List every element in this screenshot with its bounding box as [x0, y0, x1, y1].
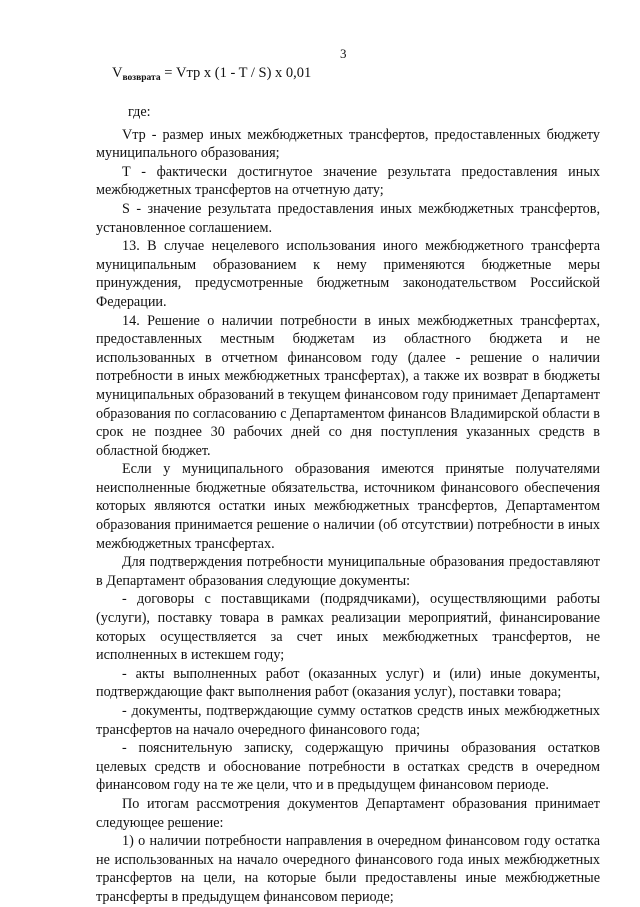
return-volume-formula [112, 64, 311, 88]
paragraph-13: 13. В случае нецелевого использования иного межбюджетного трансферта муниципальным образованием к нему применяются бюджетные меры принуждения, предусмотренные бюджетным законодательством Российской Федерации. [96, 238, 600, 310]
paragraph-t-definition: Т - фактически достигнутое значение результата предоставления иных межбюджетных трансфертов на отчетную дату; [96, 163, 600, 199]
paragraph-decision-intro: По итогам рассмотрения документов Департамент образования принимает следующее решение: [96, 795, 600, 831]
paragraph-s-definition: S - значение результата предоставления иных межбюджетных трансфертов, установленное соглашением. [96, 200, 600, 236]
paragraph-where: где: [128, 104, 151, 120]
paragraph-documents-intro: Для подтверждения потребности муниципальные образования предоставляют в Департамент образования следующие документы: [96, 554, 600, 589]
list-item-acts: - акты выполненных работ (оказанных услуг) и (или) иные документы, подтверждающие факт выполнения работ (оказания услуг), поставки товара; [96, 665, 600, 701]
list-item-explanatory-note: - пояснительную записку, содержащую причины образования остатков целевых средств и обоснование потребности в остатках средств в очередном финансовом году на те же цели, что и в предыдущем финансовом периоде. [96, 740, 600, 794]
paragraph-vtr-definition: Vтр - размер иных межбюджетных трансфертов, предоставленных бюджету муниципального образования; [96, 126, 600, 162]
list-item-contracts: - договоры с поставщиками (подрядчиками), осуществляющими работы (услуги), поставку товара в рамках реализации мероприятий, финансирование которых осуществляется за счет иных межбюджетных трансфертов, не исполненных в истекшем году; [96, 591, 600, 664]
formula-expression: = Vтр x (1 - T / S) x 0,01 [160, 65, 312, 81]
page-number: 3 [340, 46, 347, 61]
paragraph-14: 14. Решение о наличии потребности в иных межбюджетных трансфертах, предоставленных местным бюджетам из областного бюджета и не использованных в отчетном финансовом году (далее - решение о наличии потребности в иных межбюджетных трансфертах), а также их возврат в бюджеты муниципальных образований в текущем финансовом году принимает Департамент образования по согласованию с Департаментом финансов Владимирской области в срок не позднее 30 рабочих дней со дня поступления указанных средств в областной бюджет. [96, 312, 600, 459]
list-item-decision-1: 1) о наличии потребности направления в очередном финансовом году остатка не использованных на начало очередного финансового года иных межбюджетных трансфертов на цели, на которые были предоставлены иные межбюджетные трансферты в предыдущем финансовом периоде; [96, 833, 600, 905]
document-body [96, 103, 600, 907]
list-item-balance-documents: - документы, подтверждающие сумму остатков средств иных межбюджетных трансфертов на начало очередного финансового года; [96, 703, 600, 738]
formula-subscript: возврата [122, 73, 161, 83]
paragraph-obligations: Если у муниципального образования имеются принятые получателями неисполненные бюджетные обязательства, источником финансового обеспечения которых являются остатки иных межбюджетных трансфертов, Департаментом образования принимается решение о наличии (об отсутствии) потребности в иных межбюджетных трансфертах. [96, 461, 600, 552]
formula-variable: V [112, 65, 123, 81]
